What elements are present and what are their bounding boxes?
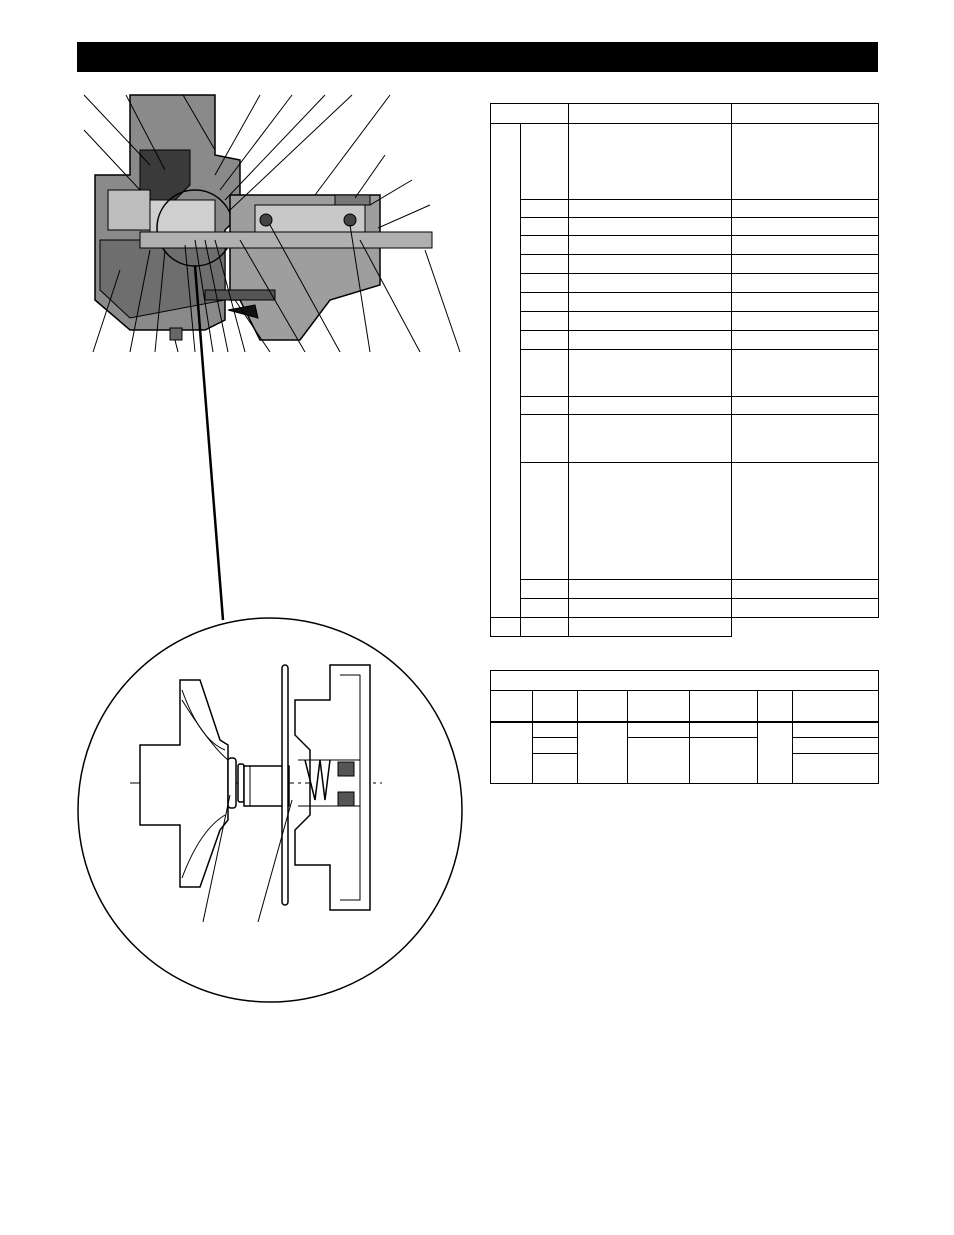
- spec-row: [491, 738, 879, 754]
- table-cell: [521, 618, 569, 637]
- spec-cell: [533, 754, 578, 784]
- table-cell: [569, 599, 732, 618]
- table-header-cell: [569, 104, 732, 124]
- table-row: [491, 599, 879, 618]
- spec-cell: [690, 722, 758, 738]
- bearing-right: [344, 214, 356, 226]
- table-row: [491, 463, 879, 580]
- table-row: [491, 274, 879, 293]
- table-row: [491, 218, 879, 236]
- table-cell: [521, 274, 569, 293]
- spec-table: [490, 670, 879, 784]
- table-row: [491, 618, 879, 637]
- table-cell: [521, 463, 569, 580]
- spec-cell: [758, 722, 793, 784]
- table-cell: [569, 293, 732, 312]
- spec-cell: [533, 722, 578, 738]
- spec-cell: [628, 738, 690, 784]
- table-row: [491, 397, 879, 415]
- table-cell: [521, 350, 569, 397]
- table-cell: [521, 331, 569, 350]
- table-cell: [521, 200, 569, 218]
- table-cell: [569, 463, 732, 580]
- table-cell: [732, 331, 879, 350]
- o-ring-gasket: [282, 665, 288, 905]
- seal-plate: [295, 665, 370, 910]
- table-row: [491, 312, 879, 331]
- spec-header-cell: [491, 691, 533, 722]
- table-cell: [569, 618, 732, 637]
- table-cell: [732, 397, 879, 415]
- table-cell: [732, 124, 879, 200]
- table-cell: [521, 218, 569, 236]
- table-row: [491, 331, 879, 350]
- seal-face-top: [338, 762, 354, 776]
- table-cell: [732, 293, 879, 312]
- parts-list-table: [490, 103, 879, 637]
- table-cell: [521, 580, 569, 599]
- pump-cross-section: [84, 95, 460, 620]
- spec-cell: [793, 738, 879, 754]
- table-cell: [732, 218, 879, 236]
- table-cell: [569, 312, 732, 331]
- table-row: [491, 293, 879, 312]
- table-cell: [521, 397, 569, 415]
- table-cell: [569, 124, 732, 200]
- table-cell: [732, 350, 879, 397]
- table-cell: [521, 255, 569, 274]
- table-header-cell: [491, 104, 569, 124]
- table-cell: [521, 312, 569, 331]
- table-cell: [732, 236, 879, 255]
- table-cell: [732, 463, 879, 580]
- spec-header-row: [491, 691, 879, 722]
- table-header-cell: [732, 104, 879, 124]
- spec-header-cell: [793, 691, 879, 722]
- table-row: [491, 124, 879, 200]
- table-cell: [521, 124, 569, 200]
- table-cell: [569, 255, 732, 274]
- table-row: [491, 580, 879, 599]
- spec-header-cell: [578, 691, 628, 722]
- table-cell: [569, 397, 732, 415]
- shaft: [140, 232, 432, 248]
- spec-cell: [793, 754, 879, 784]
- table-row: [491, 255, 879, 274]
- table-cell: [732, 274, 879, 293]
- impeller-outline: [140, 680, 228, 887]
- table-row: [491, 200, 879, 218]
- table-row: [491, 350, 879, 397]
- detail-circle-large: [78, 618, 462, 1002]
- table-cell: [732, 312, 879, 331]
- spec-header-cell: [533, 691, 578, 722]
- spec-header-cell: [690, 691, 758, 722]
- table-cell: [732, 580, 879, 599]
- spec-header-cell: [628, 691, 690, 722]
- table-cell: [521, 599, 569, 618]
- table-cell: [732, 415, 879, 463]
- spec-cell: [628, 722, 690, 738]
- table-cell: [569, 350, 732, 397]
- spec-title-cell: [491, 671, 879, 691]
- table-cell: [569, 200, 732, 218]
- table-cell: [569, 236, 732, 255]
- table-header-row: [491, 104, 879, 124]
- table-cell: [569, 274, 732, 293]
- table-cell: [732, 255, 879, 274]
- spec-cell: [690, 738, 758, 784]
- table-cell: [569, 415, 732, 463]
- seal-face-bottom: [338, 792, 354, 806]
- bearing-left: [260, 214, 272, 226]
- table-cell: [521, 293, 569, 312]
- table-row: [491, 236, 879, 255]
- spec-title-row: [491, 671, 879, 691]
- table-row: [491, 415, 879, 463]
- table-cell: [491, 618, 521, 637]
- spec-cell: [491, 722, 533, 784]
- table-cell: [521, 415, 569, 463]
- table-cell: [569, 331, 732, 350]
- spec-cell: [533, 738, 578, 754]
- spec-cell: [578, 722, 628, 784]
- spec-cell: [793, 722, 879, 738]
- table-cell: [521, 236, 569, 255]
- table-cell: [569, 218, 732, 236]
- table-cell: [732, 599, 879, 618]
- table-cell: [569, 580, 732, 599]
- spec-row: [491, 722, 879, 738]
- table-cell: [732, 200, 879, 218]
- seal-detail-view: [78, 618, 462, 1002]
- table-group-cell: [491, 124, 521, 618]
- spec-header-cell: [758, 691, 793, 722]
- drain-plug: [170, 328, 182, 340]
